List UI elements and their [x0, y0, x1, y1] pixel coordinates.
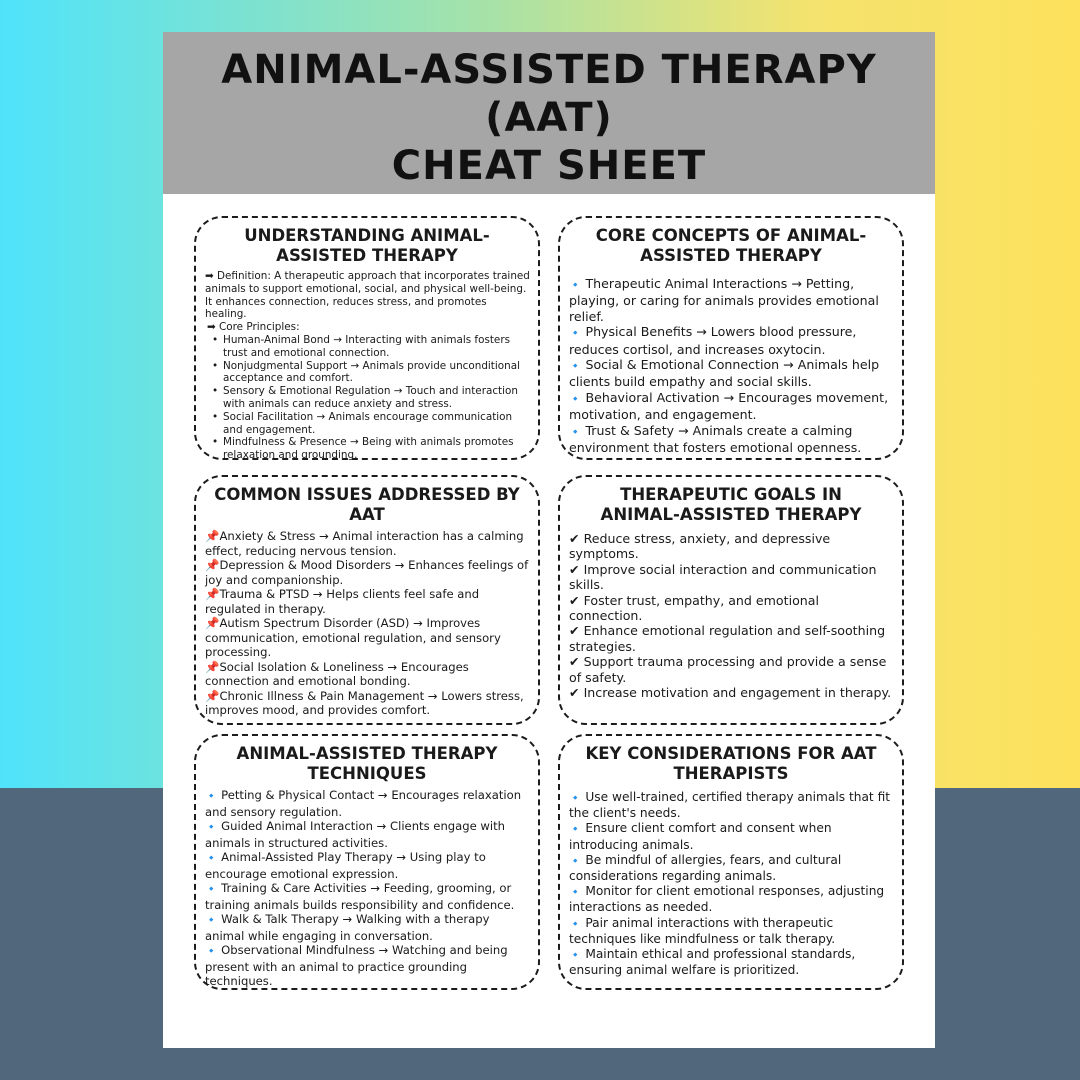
- pin-icon: 📌: [205, 587, 220, 601]
- list-item: 📌Trauma & PTSD → Helps clients feel safe and regulated in therapy.: [205, 587, 480, 616]
- pin-icon: 📌: [205, 558, 220, 572]
- diamond-icon: 🔹: [569, 824, 582, 836]
- list-item: 🔹 Maintain ethical and professional standards, ensuring animal welfare is prioritized.: [569, 947, 856, 978]
- card-title: THERAPEUTIC GOALS IN ANIMAL-ASSISTED THERAPY: [600, 485, 862, 524]
- principles-label: ➡ Core Principles:: [207, 321, 300, 334]
- card-common-issues: [194, 475, 540, 725]
- list-item: 📌Autism Spectrum Disorder (ASD) → Improves communication, emotional regulation, and sensory processing.: [205, 616, 501, 659]
- card-body: [205, 270, 530, 462]
- list-item: 🔹 Observational Mindfulness → Watching and being present with an animal to practice grounding techniques.: [205, 943, 508, 988]
- list-item: 🔹 Physical Benefits → Lowers blood pressure, reduces cortisol, and increases oxytocin.: [569, 324, 857, 357]
- diamond-icon: 🔹: [569, 393, 582, 405]
- pin-icon: 📌: [205, 616, 220, 630]
- list-item: 🔹 Use well-trained, certified therapy animals that fit the client's needs.: [569, 790, 891, 821]
- list-item: 📌Social Isolation & Loneliness → Encourages connection and emotional bonding.: [205, 659, 469, 688]
- card-body: [569, 276, 894, 455]
- diamond-icon: 🔹: [569, 361, 582, 373]
- list-item: 🔹 Petting & Physical Contact → Encourages relaxation and sensory regulation.: [205, 788, 522, 819]
- card-title: UNDERSTANDING ANIMAL-ASSISTED THERAPY: [244, 226, 490, 265]
- title-banner: [163, 32, 935, 194]
- check-icon: ✔: [569, 531, 580, 546]
- card-therapeutic-goals: [558, 475, 904, 725]
- page-title-line-3: CHEAT SHEET: [391, 143, 707, 189]
- list-item: 🔹 Training & Care Activities → Feeding, grooming, or training animals builds responsibility and confidence.: [205, 881, 515, 912]
- diamond-icon: 🔹: [569, 280, 582, 291]
- list-item: • Social Facilitation → Animals encourage communication and engagement.: [223, 411, 530, 437]
- diamond-icon: 🔹: [205, 915, 218, 926]
- arrow-right-icon: ➡: [207, 321, 216, 334]
- diamond-icon: 🔹: [569, 855, 582, 867]
- check-icon: ✔: [569, 654, 580, 670]
- list-item: 📌Anxiety & Stress → Animal interaction has a calming effect, reducing nervous tension.: [205, 529, 524, 558]
- list-item: 🔹 Behavioral Activation → Encourages movement, motivation, and engagement.: [569, 389, 889, 423]
- diamond-icon: 🔹: [205, 853, 218, 864]
- list-item: • Mindfulness & Presence → Being with animals promotes relaxation and grounding.: [223, 436, 530, 462]
- list-item: ✔ Foster trust, empathy, and emotional connection.: [569, 592, 819, 624]
- card-body: [205, 529, 530, 718]
- pin-icon: 📌: [205, 659, 220, 674]
- list-item: • Human-Animal Bond → Interacting with animals fosters trust and emotional connection.: [223, 334, 530, 360]
- diamond-icon: 🔹: [569, 793, 582, 804]
- check-icon: ✔: [569, 623, 580, 639]
- pin-icon: 📌: [205, 688, 220, 703]
- list-item: 📌Depression & Mood Disorders → Enhances feelings of joy and companionship.: [205, 558, 529, 587]
- diamond-icon: 🔹: [205, 822, 218, 833]
- card-techniques: [194, 734, 540, 990]
- card-title: CORE CONCEPTS OF ANIMAL-ASSISTED THERAPY: [595, 226, 867, 265]
- list-item: 🔹 Therapeutic Animal Interactions → Petting, playing, or caring for animals provides emotional relief.: [569, 276, 879, 324]
- card-body: [569, 531, 894, 700]
- card-core-concepts: [558, 216, 904, 460]
- page-title-line-2: (AAT): [485, 95, 613, 141]
- diamond-icon: 🔹: [569, 918, 582, 930]
- card-title: ANIMAL-ASSISTED THERAPY TECHNIQUES: [236, 744, 498, 783]
- list-item: 🔹 Guided Animal Interaction → Clients engage with animals in structured activities.: [205, 819, 506, 850]
- card-body: [205, 788, 530, 989]
- card-title: KEY CONSIDERATIONS FOR AAT THERAPISTS: [585, 744, 877, 783]
- check-icon: ✔: [569, 561, 580, 577]
- pin-icon: 📌: [205, 529, 220, 543]
- diamond-icon: 🔹: [569, 887, 582, 899]
- card-key-considerations: [558, 734, 904, 990]
- page-title-line-1: ANIMAL-ASSISTED THERAPY: [221, 47, 877, 93]
- card-body: [569, 790, 894, 978]
- list-item: ✔ Improve social interaction and communication skills.: [569, 561, 877, 593]
- list-item: 🔹 Social & Emotional Connection → Animals help clients build empathy and social skills.: [569, 357, 880, 390]
- diamond-icon: 🔹: [569, 950, 582, 962]
- diamond-icon: 🔹: [569, 328, 582, 340]
- list-item: ✔ Increase motivation and engagement in therapy.: [569, 685, 892, 701]
- list-item: 🔹 Trust & Safety → Animals create a calming environment that fosters emotional openness.: [569, 422, 862, 456]
- arrow-right-icon: ➡: [205, 270, 214, 282]
- list-item: • Nonjudgmental Support → Animals provide unconditional acceptance and comfort.: [223, 360, 530, 386]
- list-item: 🔹 Walk & Talk Therapy → Walking with a therapy animal while engaging in conversation.: [205, 912, 490, 943]
- card-title: COMMON ISSUES ADDRESSED BY AAT: [214, 485, 520, 524]
- list-item: ✔ Support trauma processing and provide a sense of safety.: [569, 654, 887, 685]
- list-item: 📌Chronic Illness & Pain Management → Lowers stress, improves mood, and provides comfort.: [205, 688, 524, 717]
- definition-text: ➡ Definition: A therapeutic approach that incorporates trained animals to support emotional, social, and physical well-being. It enhances connection, reduces stress, and promotes healing.: [205, 270, 530, 321]
- card-understanding: [194, 216, 540, 460]
- list-item: 🔹 Animal-Assisted Play Therapy → Using play to encourage emotional expression.: [205, 850, 486, 881]
- list-item: 🔹 Pair animal interactions with therapeutic techniques like mindfulness or talk therapy.: [569, 915, 836, 946]
- diamond-icon: 🔹: [205, 884, 218, 895]
- list-item: ✔ Enhance emotional regulation and self-soothing strategies.: [569, 623, 886, 654]
- cheat-sheet-page: [163, 32, 935, 1048]
- list-item: • Sensory & Emotional Regulation → Touch and interaction with animals can reduce anxiety and stress.: [223, 385, 530, 411]
- diamond-icon: 🔹: [205, 791, 218, 802]
- check-icon: ✔: [569, 592, 580, 608]
- diamond-icon: 🔹: [205, 946, 218, 957]
- check-icon: ✔: [569, 685, 580, 701]
- list-item: 🔹 Monitor for client emotional responses, adjusting interactions as needed.: [569, 884, 885, 915]
- list-item: ✔ Reduce stress, anxiety, and depressive symptoms.: [569, 531, 831, 562]
- list-item: 🔹 Be mindful of allergies, fears, and cultural considerations regarding animals.: [569, 852, 842, 884]
- list-item: 🔹 Ensure client comfort and consent when introducing animals.: [569, 821, 832, 852]
- diamond-icon: 🔹: [569, 426, 582, 438]
